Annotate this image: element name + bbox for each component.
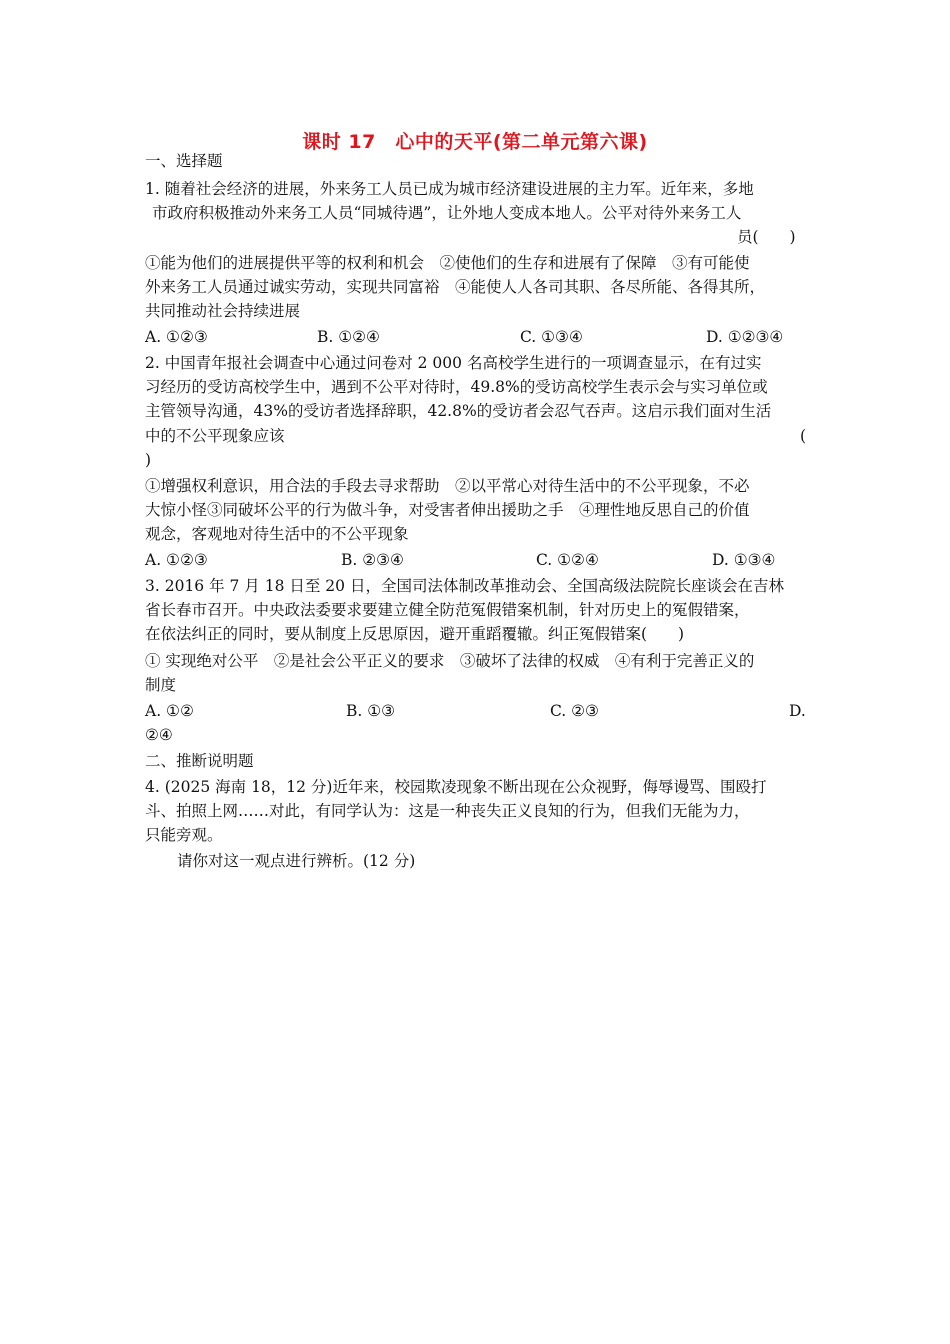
q3-option-d-value: ②④ <box>145 726 173 744</box>
q3-option-c: C. ②③ <box>550 702 599 720</box>
q1-option-c: C. ①③④ <box>520 328 583 346</box>
section-heading-choice: 一、选择题 <box>145 152 223 170</box>
q3-line-5: 制度 <box>145 676 177 694</box>
q2-line-1: 2. 中国青年报社会调查中心通过问卷对 2 000 名高校学生进行的一项调查显示，在有过实 <box>145 354 762 372</box>
q1-option-d: D. ①②③④ <box>706 328 784 346</box>
q2-option-a: A. ①②③ <box>145 551 208 569</box>
q4-prompt: 请你对这一观点进行辨析。(12 分) <box>177 852 416 870</box>
q2-answer-close-paren: ) <box>145 451 152 469</box>
q2-line-3: 主管领导沟通，43%的受访者选择辞职，42.8%的受访者会忍气吞声。这启示我们面对生活 <box>145 402 772 420</box>
q2-option-c: C. ①②④ <box>536 551 599 569</box>
q2-option-b: B. ②③④ <box>341 551 404 569</box>
q2-line-7: 观念，客观地对待生活中的不公平现象 <box>145 525 409 543</box>
q2-line-4: 中的不公平现象应该 <box>145 427 285 445</box>
q2-option-d: D. ①③④ <box>712 551 776 569</box>
q3-option-a: A. ①② <box>145 702 194 720</box>
q3-option-d-label: D. <box>789 702 806 720</box>
section-heading-analysis: 二、推断说明题 <box>145 752 254 770</box>
q3-line-3: 在依法纠正的同时，要从制度上反思原因，避开重蹈覆辙。纠正冤假错案( ) <box>145 625 685 643</box>
q1-option-b: B. ①②④ <box>317 328 380 346</box>
q1-line-3: 员( ) <box>737 228 796 246</box>
q2-answer-open-paren: ( <box>800 427 807 445</box>
q3-line-1: 3. 2016 年 7 月 18 日至 20 日，全国司法体制改革推动会、全国高级法院院长座谈会在吉林 <box>145 577 784 595</box>
q4-line-3: 只能旁观。 <box>145 826 223 844</box>
q4-line-2: 斗、拍照上网……对此，有同学认为：这是一种丧失正义良知的行为，但我们无能为力， <box>145 802 750 820</box>
q1-line-5: 外来务工人员通过诚实劳动，实现共同富裕 ④能使人人各司其职、各尽所能、各得其所， <box>145 278 766 296</box>
q3-option-b: B. ①③ <box>346 702 396 720</box>
page-title: 课时 17 心中的天平(第二单元第六课) <box>302 131 648 153</box>
q1-line-1: 1. 随着社会经济的进展，外来务工人员已成为城市经济建设进展的主力军。近年来，多地 <box>145 180 754 198</box>
q4-line-1: 4. (2025 海南 18，12 分)近年来，校园欺凌现象不断出现在公众视野，侮辱谩骂、围殴打 <box>145 778 767 796</box>
q2-line-5: ①增强权利意识，用合法的手段去寻求帮助 ②以平常心对待生活中的不公平现象，不必 <box>145 477 750 495</box>
q2-line-6: 大惊小怪③同破坏公平的行为做斗争，对受害者伸出援助之手 ④理性地反思自己的价值 <box>145 501 750 519</box>
q3-line-4: ① 实现绝对公平 ②是社会公平正义的要求 ③破坏了法律的权威 ④有利于完善正义的 <box>145 652 755 670</box>
q1-line-4: ①能为他们的进展提供平等的权利和机会 ②使他们的生存和进展有了保障 ③有可能使 <box>145 254 750 272</box>
q3-line-2: 省长春市召开。中央政法委要求要建立健全防范冤假错案机制，针对历史上的冤假错案， <box>145 601 750 619</box>
q1-option-a: A. ①②③ <box>145 328 208 346</box>
q2-line-2: 习经历的受访高校学生中，遇到不公平对待时，49.8%的受访高校学生表示会与实习单位或 <box>145 378 768 396</box>
q1-line-2: 市政府积极推动外来务工人员“同城待遇”，让外地人变成本地人。公平对待外来务工人 <box>152 204 742 222</box>
q1-line-6: 共同推动社会持续进展 <box>145 302 301 320</box>
